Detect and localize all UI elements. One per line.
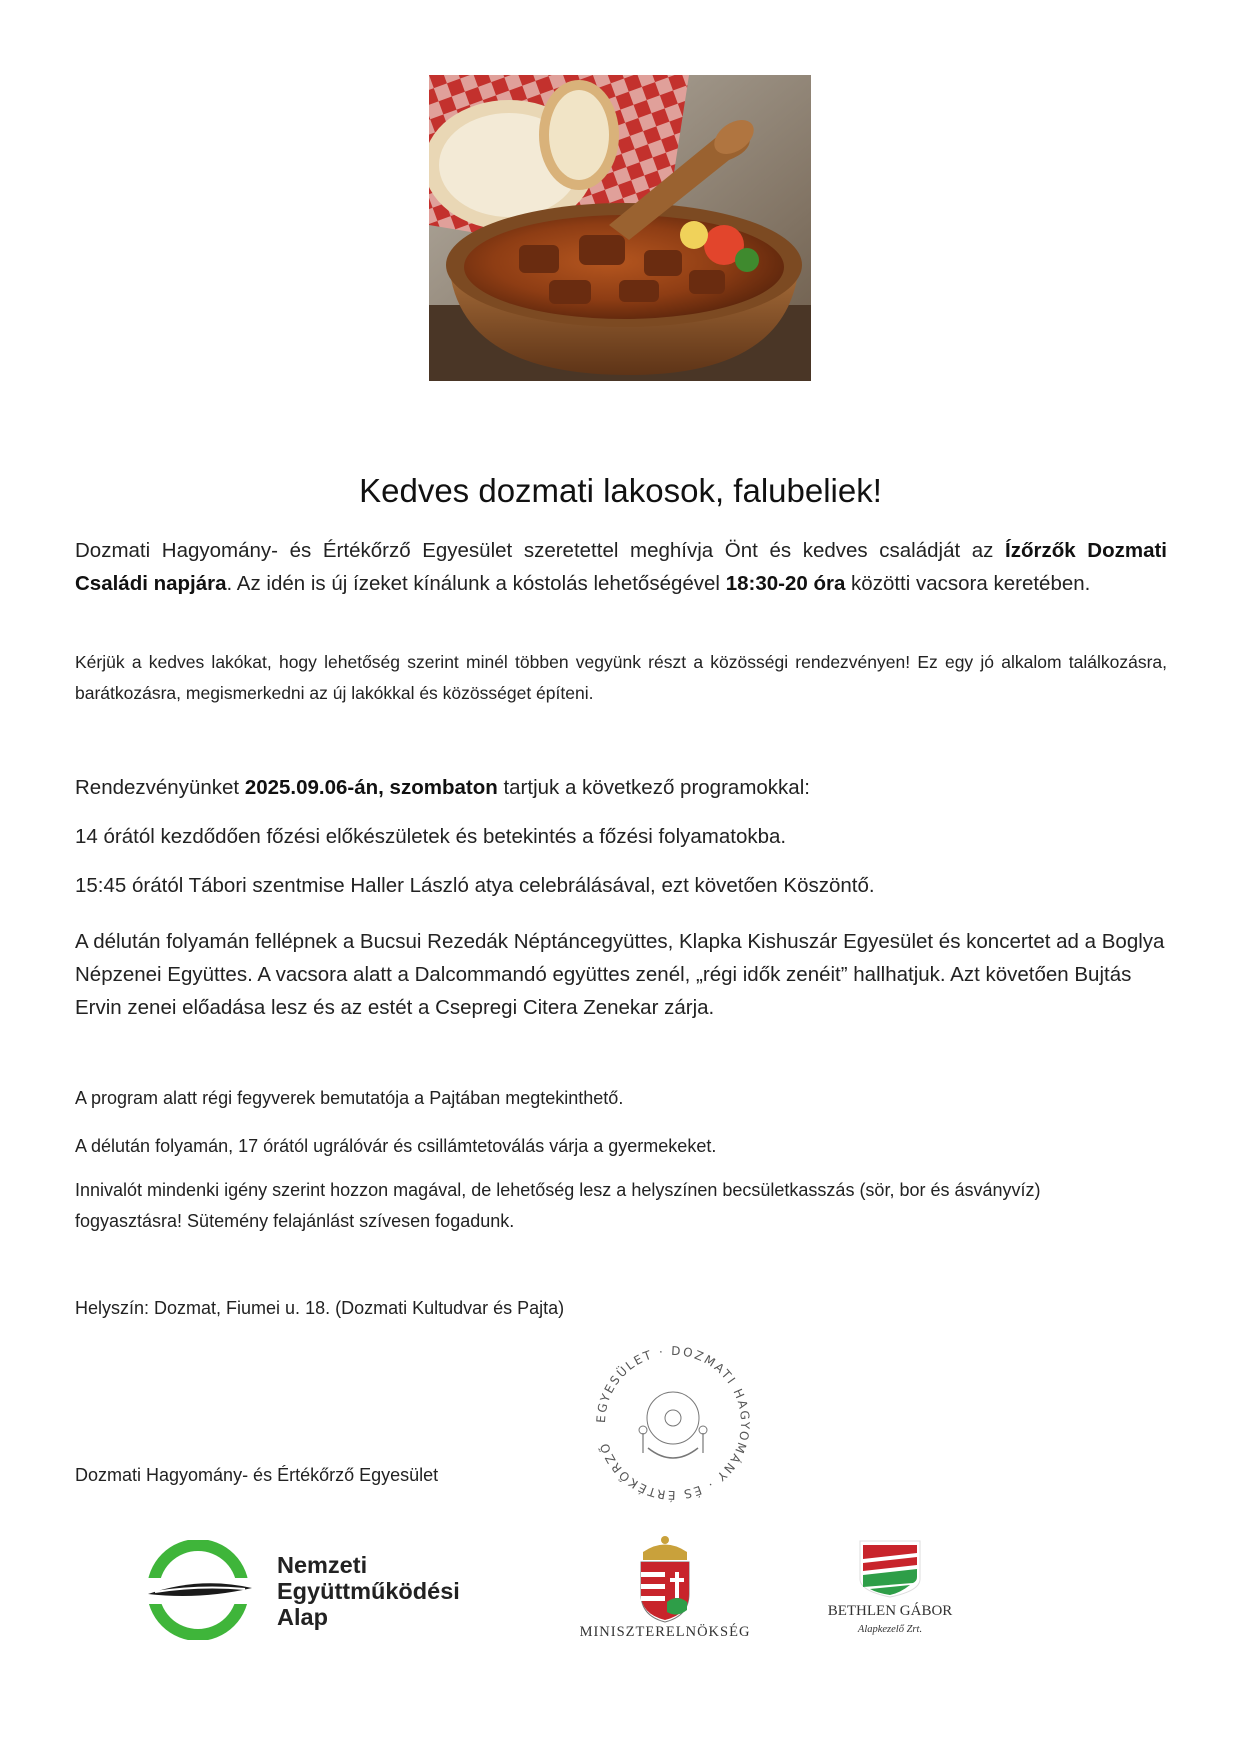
program-item: 14 órától kezdődően főzési előkészületek és betekintés a főzési folyamatokba. xyxy=(75,825,787,848)
svg-text:EGYESÜLET · DOZMATI HAGYOMÁNY xyxy=(594,1344,752,1503)
intro-paragraph: Dozmati Hagyomány- és Értékőrző Egyesület szeretettel meghívja Önt és kedves családját az Ízőrzők Dozmati Családi napjára. Az idén is új ízeket kínálunk a kóstolás lehetőségével 18:30-20 óra közötti vacsora keretében. xyxy=(75,539,1168,595)
bethlen-gabor-name: BETHLEN GÁBOR xyxy=(827,1603,953,1619)
page-title: Kedves dozmati lakosok, falubeliek! xyxy=(359,472,882,509)
info-item: A program alatt régi fegyverek bemutatója a Pajtában megtekinthető. xyxy=(75,1088,624,1108)
info-item: A délután folyamán, 17 órától ugrálóvár és csillámtetoválás várja a gyermekeket. xyxy=(75,1136,717,1156)
program-item: 15:45 órától Tábori szentmise Haller László atya celebrálásával, ezt követően Köszöntő. xyxy=(75,874,875,897)
bethlen-gabor-logo xyxy=(815,1535,965,1647)
hero-image-goulash xyxy=(429,75,811,381)
signature: Dozmati Hagyomány- és Értékőrző Egyesület xyxy=(75,1465,439,1485)
dinner-time: 18:30-20 óra xyxy=(725,572,846,595)
event-date: 2025.09.06-án, szombaton xyxy=(244,776,498,799)
miniszterelnokseg-logo xyxy=(555,1532,775,1647)
association-stamp xyxy=(588,1338,758,1508)
program-performances: A délután folyamán fellépnek a Bucsui Rezedák Néptáncegyüttes, Klapka Kishuszár Egyesület és koncertet ad a Boglya Népzenei Együttes. A vacsora alatt a Dalcommandó együttes zenél, „régi idők zenéit” hallhatjuk. Azt követően Bujtás Ervin zenei előadása lesz és az estét a Csepregi Citera Zenekar zárja. xyxy=(75,930,1165,1019)
nea-name: Nemzeti Együttműködési Alap xyxy=(277,1552,460,1630)
event-name: Ízőrzők Dozmati Családi napjára xyxy=(75,539,1168,595)
location: Helyszín: Dozmat, Fiumei u. 18. (Dozmati Kultudvar és Pajta) xyxy=(75,1298,565,1318)
info-drinks: Innivalót mindenki igény szerint hozzon magával, de lehetőség lesz a helyszínen becsületkasszás (sör, bor és ásványvíz) fogyasztásra! Sütemény felajánlást szívesen fogadunk. xyxy=(75,1180,1041,1231)
miniszterelnokseg-name: MINISZTERELNÖKSÉG xyxy=(579,1624,751,1640)
event-date-line: Rendezvényünket 2025.09.06-án, szombaton tartjuk a következő programokkal: xyxy=(75,776,810,799)
stamp-text: EGYESÜLET · DOZMATI HAGYOMÁNY · ÉS ÉRTÉKŐRZŐ xyxy=(593,1343,753,1503)
nea-logo xyxy=(140,1540,540,1640)
request-paragraph: Kérjük a kedves lakókat, hogy lehetőség szerint minél többen vegyünk részt a közösségi rendezvényen! Ez egy jó alkalom találkozásra, barátkozásra, megismerkedni az új lakókkal és közösséget építeni. xyxy=(75,652,1167,703)
bethlen-gabor-subtitle: Alapkezelő Zrt. xyxy=(857,1624,923,1635)
